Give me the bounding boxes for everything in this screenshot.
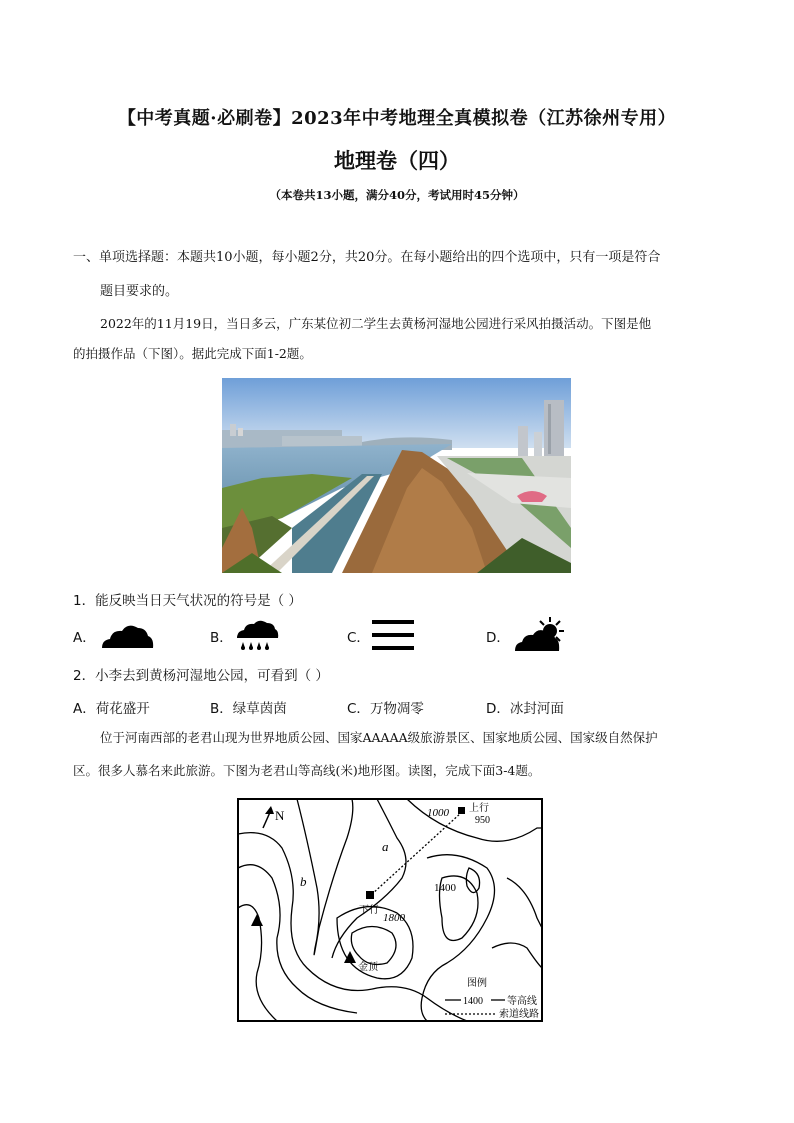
legend-title: 图例 [467, 978, 487, 989]
q2-option-d-text: 冰封河面 [509, 701, 564, 717]
contour-label-1000: 1000 [427, 807, 449, 819]
legend-cableway-label: 索道线路 [499, 1009, 539, 1020]
section-intro-line2: 题目要求的。 [100, 284, 179, 299]
q2-option-a [73, 697, 150, 717]
q2-option-b-text: 绿草茵茵 [232, 701, 287, 717]
q2-stem: 2．小李去到黄杨河湿地公园，可看到（ ） [73, 668, 329, 684]
exam-note: （本卷共13小题，满分40分，考试用时45分钟） [269, 188, 525, 202]
q1-option-b-label: B． [210, 630, 233, 646]
passage1-line2: 的拍摄作品（下图）。据此完成下面1-2题。 [73, 346, 312, 361]
label-a: a [382, 839, 389, 854]
q2-option-c-label: C． [347, 701, 370, 717]
q1-option-c-label: C． [347, 630, 370, 646]
q2-option-b [210, 697, 287, 717]
q1-option-a-label: A． [73, 630, 96, 646]
lower-station-marker [366, 891, 374, 899]
rain-cloud-icon [235, 618, 279, 656]
summit-label: 金顶 [358, 962, 378, 973]
q1-option-d-label: D． [486, 630, 510, 646]
q2-option-b-label: B． [210, 701, 233, 717]
contour-label-1400: 1400 [434, 882, 456, 894]
q1-stem: 1．能反映当日天气状况的符号是（ ） [73, 593, 302, 609]
legend-contour-value: 1400 [463, 996, 483, 1007]
q2-option-a-label: A． [73, 701, 96, 717]
cloud-icon [100, 620, 154, 654]
contour-label-1800: 1800 [383, 912, 405, 924]
upper-station-marker [458, 807, 465, 814]
section-intro-line1: 一、单项选择题：本题共10小题，每小题2分，共20分。在每小题给出的四个选项中，只有一项是符合 [73, 250, 661, 265]
upper-station-label: 上行 [469, 803, 489, 814]
lower-station-label: 下行 [359, 905, 379, 916]
passage2-line2: 区。很多人慕名来此旅游。下图为老君山等高线(米)地形图。读图，完成下面3-4题。 [73, 763, 541, 778]
legend-contour-label: 等高线 [507, 996, 537, 1007]
passage1-line1: 2022年的11月19日，当日多云，广东某位初二学生去黄杨河湿地公园进行采风拍摄活动。下图是他 [100, 316, 652, 331]
contour-map [237, 798, 543, 1022]
paper-subtitle: 地理卷（四） [334, 149, 460, 173]
north-label: N [275, 808, 285, 823]
q2-option-c-text: 万物凋零 [369, 701, 424, 717]
upper-station-elevation: 950 [475, 815, 490, 826]
q2-option-d [486, 697, 564, 717]
label-b: b [300, 874, 307, 889]
q2-option-c [347, 697, 424, 717]
wetland-park-photo [222, 378, 571, 573]
q2-option-d-label: D． [486, 701, 510, 717]
q2-option-a-text: 荷花盛开 [95, 701, 150, 717]
fog-icon [372, 619, 414, 655]
partly-cloudy-icon [514, 615, 566, 657]
passage2-line1: 位于河南西部的老君山现为世界地质公园、国家AAAAA级旅游景区、国家地质公园、国家级自然保护 [100, 730, 658, 745]
exam-title: 【中考真题·必刷卷】2023年中考地理全真模拟卷（江苏徐州专用） [117, 108, 677, 129]
